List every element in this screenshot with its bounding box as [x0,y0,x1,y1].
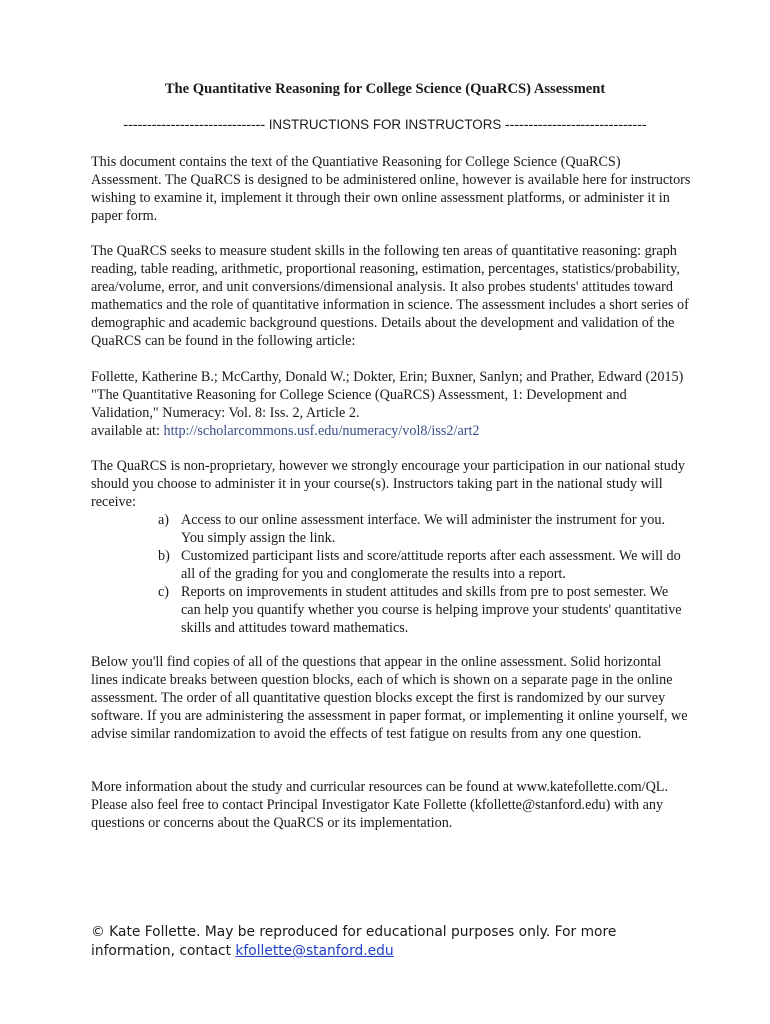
questions-paragraph: Below you'll find copies of all of the questions that appear in the online assessment. Solid horizontal lines indicate breaks between question blocks, each of which is shown on a separate page in the online assessment. The order of all quantitative question blocks except the first is randomized by our survey software. If you are administering the assessment in paper format, or implementing it online yourself, we advise similar randomization to avoid the effects of test fatigue on results from any one question. [91,654,688,742]
footer-email-link[interactable]: kfollette@stanford.edu [235,943,394,959]
list-marker: c) [158,584,170,600]
list-item-text: Reports on improvements in student attitudes and skills from pre to post semester. We can help you quantify whether you course is helping improve your students' quantitative skills and attitudes toward mathematics. [181,584,682,636]
intro-paragraph: This document contains the text of the Quantiative Reasoning for College Science (QuaRCS) Assessment. The QuaRCS is designed to be administered online, however is available here for instructors wishing to examine it, implement it through their own online assessment platforms, or administer it in paper form. [91,154,691,224]
list-item [91,583,691,637]
section-header [0,117,770,134]
participation-paragraph: The QuaRCS is non-proprietary, however we strongly encourage your participation in our national study should you choose to administer it in your course(s). Instructors taking part in the national study will receive: [91,458,686,510]
citation-link-prefix: available at: [91,423,164,439]
header-left-dashes: ------------------------------ [123,117,266,133]
list-item [91,511,691,547]
list-item-text: Access to our online assessment interface. We will administer the instrument for you. You simply assign the link. [181,512,666,546]
copyright-footer [91,923,691,961]
citation-paragraph [91,368,691,440]
benefits-list [91,511,691,637]
document-title: The Quantitative Reasoning for College Science (QuaRCS) Assessment [164,81,606,97]
contact-paragraph: More information about the study and curricular resources can be found at www.katefollette.com/QL. Please also feel free to contact Principal Investigator Kate Follette (kfollette@stanford.edu) with any questions or concerns about the QuaRCS or its implementation. [91,779,669,831]
citation-link[interactable]: http://scholarcommons.usf.edu/numeracy/vol8/iss2/art2 [163,423,480,439]
list-marker: b) [158,548,170,564]
list-item-text: Customized participant lists and score/attitude reports after each assessment. We will do all of the grading for you and conglomerate the results into a report. [181,548,681,582]
skills-paragraph: The QuaRCS seeks to measure student skills in the following ten areas of quantitative reasoning: graph reading, table reading, arithmetic, proportional reasoning, estimation, percentages, statistics/probability, area/volume, error, and unit conversions/dimensional analysis. It also probes students' attitudes toward mathematics and the role of quantitative information in science. The assessment includes a short series of demographic and academic background questions. Details about the development and validation of the QuaRCS can be found in the following article: [91,243,689,349]
header-label: INSTRUCTIONS FOR INSTRUCTORS [268,117,502,132]
list-item [91,547,691,583]
header-right-dashes: ------------------------------ [504,117,647,133]
footer-text: © Kate Follette. May be reproduced for educational purposes only. For more information, contact [91,924,617,959]
citation-text: Follette, Katherine B.; McCarthy, Donald W.; Dokter, Erin; Buxner, Sanlyn; and Prather, Edward (2015) "The Quantitative Reasoning for College Science (QuaRCS) Assessment, 1: Development and Validation," Numeracy: Vol. 8: Iss. 2, Article 2. [91,369,684,421]
list-marker: a) [158,512,170,528]
